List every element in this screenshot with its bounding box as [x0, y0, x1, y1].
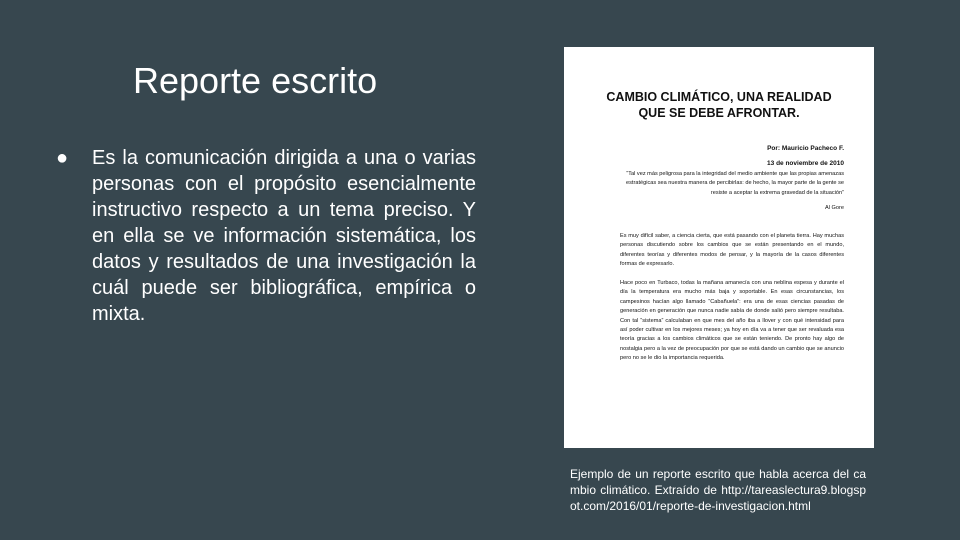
bullet-marker: ● — [56, 147, 69, 169]
document-title: CAMBIO CLIMÁTICO, UNA REALIDAD QUE SE DEBE AFRONTAR. — [606, 90, 832, 120]
document-paragraph: Hace poco en Turbaco, todas la mañana amanecía con una neblina espesa y durante el día la temperatura era mucho más baja y soportable. En esas circunstancias, los campesinos hacían algo llamado “Cabañuela”: era una de esas ciencias pasadas de generación en generación que nunca nadie sabía de donde salió pero siempre resultaba. Con tal “sistema” calculaban en que mes del año iba a llover y con qué intensidad para así poder cultivar en los mejores meses; ya hoy en día va a tener que ser revaluada esa teoría gracias a los cambios climáticos que se están teniendo. De pronto hay algo de nostalgia pero a la vez de preocupación por que se está dando un cambio que se anuncio pero no se le dio la importancia requerida. — [620, 280, 844, 362]
slide-title: Reporte escrito — [133, 60, 378, 101]
document-image — [564, 47, 874, 448]
document-quote-author: Al Gore — [825, 205, 844, 211]
document-paragraph: Es muy difícil saber, a ciencia cierta, que está pasando con el planeta tierra. Hay muchas personas discutiendo sobre los cambios que se están presentando en el mundo, diferentes teorías y diferentes modos de pensar, y la mayoría de la casos diferentes formas de expresarlo. — [620, 233, 844, 268]
bullet-text: Es la comunicación dirigida a una o varias personas con el propósito esencialmente instructivo respecto a un tema preciso. Y en ella se ve información sistemática, los datos y resultados de una investigación la cuál puede ser bibliográfica, empírica o mixta. — [92, 147, 476, 325]
document-author: Por: Mauricio Pacheco F. — [767, 145, 844, 152]
document-date: 13 de noviembre de 2010 — [767, 160, 844, 167]
image-caption: Ejemplo de un reporte escrito que habla acerca del cambio climático. Extraído de http://tareaslectura9.blogspot.com/2016/01/reporte-de-investigacion.html — [570, 467, 866, 513]
document-quote: “Tal vez más peligrosa para la integridad del medio ambiente que las propias amenazas estratégicas sea nuestra manera de percibirlas: de hecho, la mayor parte de la gente se resiste a aceptar la extrema gravedad de la situación” — [626, 171, 844, 196]
bullet-item — [56, 145, 476, 327]
